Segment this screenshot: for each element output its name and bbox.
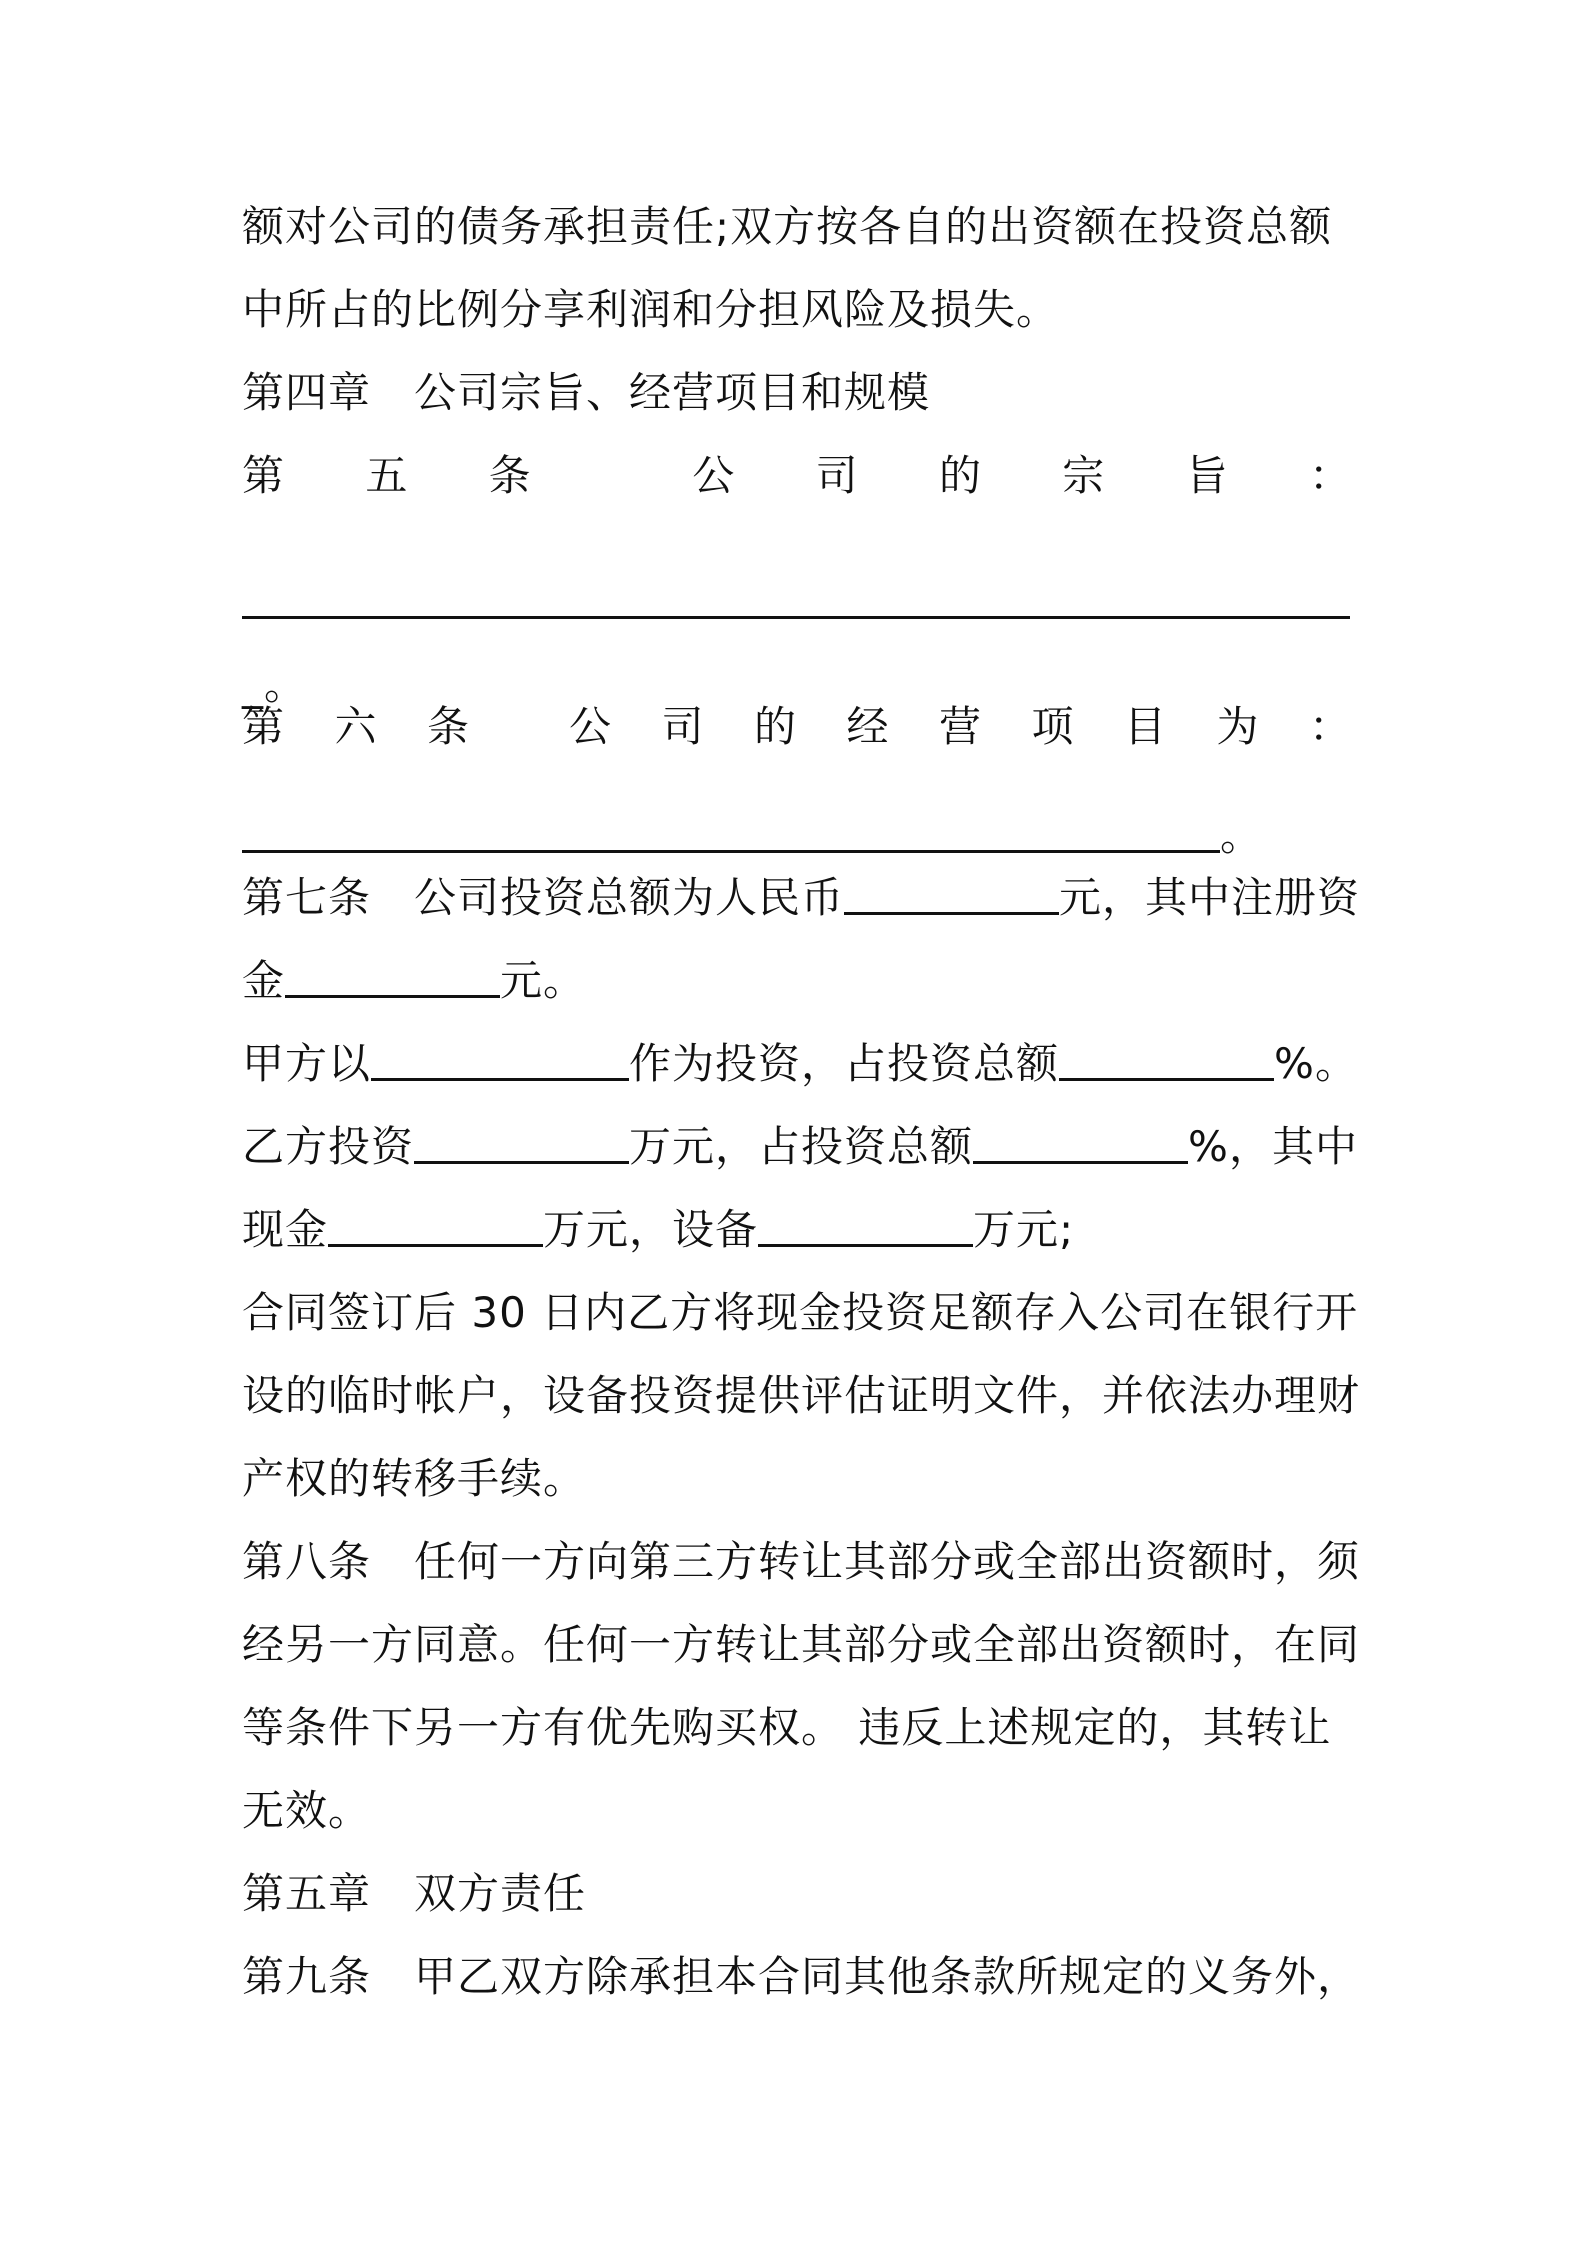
article-5-char: 司 bbox=[815, 451, 859, 500]
article-6-char: 第 bbox=[242, 702, 286, 751]
article-7-text: 作为投资，占投资总额 bbox=[629, 1039, 1060, 1088]
article-7-text: 元，其中注册资 bbox=[1059, 873, 1361, 922]
article-5-end-text: _。 bbox=[242, 660, 308, 709]
fill-blank[interactable] bbox=[371, 1034, 629, 1081]
article-7-line bbox=[242, 1034, 1358, 1094]
fill-blank[interactable] bbox=[285, 951, 500, 998]
article-8-line: 经另一方同意。任何一方转让其部分或全部出资额时，在同 bbox=[242, 1620, 1361, 1669]
article-7-text: 万元，占投资总额 bbox=[629, 1122, 974, 1171]
article-7-text: 元。 bbox=[500, 956, 587, 1005]
article-7-line bbox=[242, 868, 1361, 928]
article-5-char: 五 bbox=[365, 451, 409, 500]
article-8-line: 无效。 bbox=[242, 1786, 372, 1835]
article-5-char: 宗 bbox=[1062, 451, 1106, 500]
article-7-line bbox=[242, 1200, 1352, 1260]
article-7-text: %，其中 bbox=[1188, 1122, 1358, 1171]
article-9-line: 第九条 甲乙双方除承担本合同其他条款所规定的义务外， bbox=[242, 1952, 1361, 2001]
fill-blank[interactable] bbox=[242, 572, 1350, 619]
article-6-char: 经 bbox=[846, 702, 890, 751]
fill-blank[interactable] bbox=[758, 1200, 973, 1247]
article-6-char: 营 bbox=[938, 702, 982, 751]
fill-blank[interactable] bbox=[1059, 1034, 1274, 1081]
fill-blank[interactable] bbox=[844, 868, 1059, 915]
article-8-line: 第八条 任何一方向第三方转让其部分或全部出资额时，须 bbox=[242, 1537, 1361, 1586]
article-7-text: 第七条 公司投资总额为人民币 bbox=[242, 873, 845, 922]
article-5-char: 第 bbox=[242, 451, 286, 500]
article-7-line bbox=[242, 951, 1352, 1011]
article-8-line: 等条件下另一方有优先购买权。 违反上述规定的，其转让 bbox=[242, 1703, 1332, 1752]
article-6-char: 公 bbox=[568, 702, 612, 751]
article-7-line bbox=[242, 1117, 1358, 1177]
article-7-text: 万元; bbox=[973, 1205, 1075, 1254]
article-7-text: 乙方投资 bbox=[242, 1122, 415, 1171]
article-6-char: ： bbox=[1308, 702, 1352, 751]
article-7-line: 设的临时帐户，设备投资提供评估证明文件，并依法办理财 bbox=[242, 1371, 1361, 1420]
article-5-char: 条 bbox=[488, 451, 532, 500]
article-5-heading bbox=[242, 446, 1352, 506]
text-line: 额对公司的债务承担责任;双方按各自的出资额在投资总额 bbox=[242, 202, 1333, 251]
article-6-char: 司 bbox=[661, 702, 705, 751]
fill-blank[interactable] bbox=[973, 1117, 1188, 1164]
article-6-blank-line bbox=[242, 806, 1352, 866]
fill-blank[interactable] bbox=[414, 1117, 629, 1164]
article-5-blank-line bbox=[242, 572, 1352, 632]
article-7-text: 金 bbox=[242, 956, 286, 1005]
article-7-text: 万元，设备 bbox=[543, 1205, 759, 1254]
article-7-line: 产权的转移手续。 bbox=[242, 1454, 587, 1503]
article-5-char: 公 bbox=[692, 451, 736, 500]
article-7-line: 合同签订后 30 日内乙方将现金投资足额存入公司在银行开 bbox=[242, 1288, 1359, 1337]
chapter-4-heading: 第四章 公司宗旨、经营项目和规模 bbox=[242, 368, 931, 417]
article-6-heading bbox=[242, 697, 1352, 757]
article-6-char: 六 bbox=[334, 702, 378, 751]
text-line: 中所占的比例分享利润和分担风险及损失。 bbox=[242, 285, 1060, 334]
article-7-text: %。 bbox=[1274, 1039, 1358, 1088]
article-6-end-text: 。 bbox=[1220, 811, 1264, 860]
article-6-char: 项 bbox=[1031, 702, 1075, 751]
article-7-text: 现金 bbox=[242, 1205, 329, 1254]
article-6-char: 的 bbox=[753, 702, 797, 751]
article-6-char: 条 bbox=[427, 702, 471, 751]
chapter-5-heading: 第五章 双方责任 bbox=[242, 1869, 587, 1918]
fill-blank[interactable] bbox=[242, 806, 1220, 853]
article-7-text: 甲方以 bbox=[242, 1039, 372, 1088]
fill-blank[interactable] bbox=[328, 1200, 543, 1247]
article-5-char: 旨 bbox=[1185, 451, 1229, 500]
article-5-char: 的 bbox=[938, 451, 982, 500]
article-6-char: 目 bbox=[1123, 702, 1167, 751]
article-5-char: ： bbox=[1308, 451, 1352, 500]
article-6-char: 为 bbox=[1216, 702, 1260, 751]
